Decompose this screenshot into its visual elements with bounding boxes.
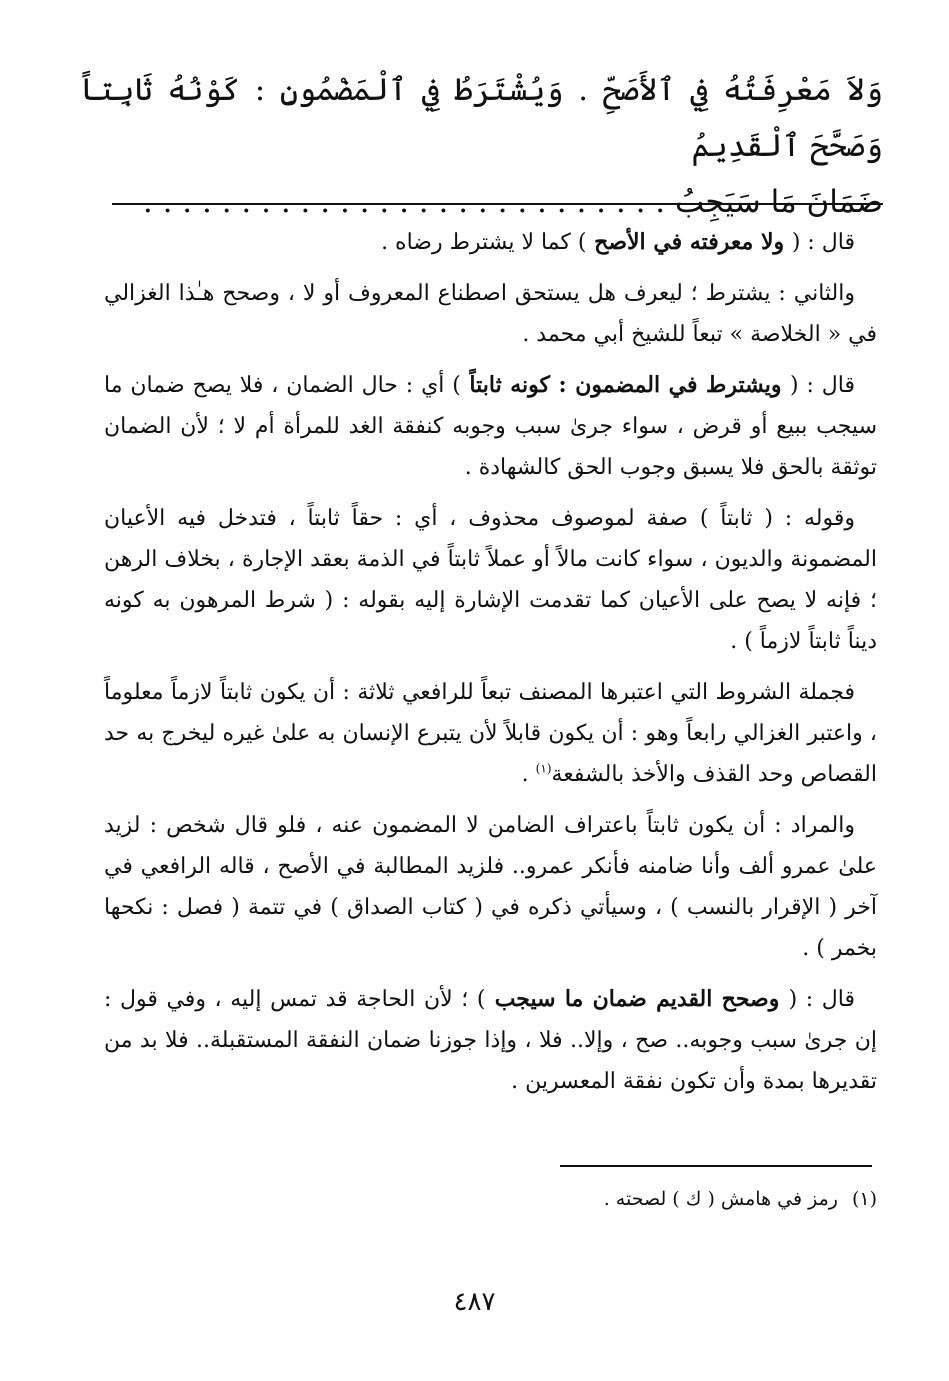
paragraph-text: فجملة الشروط التي اعتبرها المصنف تبعاً للرافعي ثلاثة : أن يكون ثابتاً لازماً معلوماً ، واعتبر الغزالي رابعاً وهو : أن يكون قابلاً لأن يتبرع الإنسان به علىٰ غيره ليخرج به حد القصاص وحد القذف والأخذ بالشفعة bbox=[104, 680, 877, 787]
quote-intro: قال : ( bbox=[791, 230, 855, 255]
footnote bbox=[300, 1184, 877, 1214]
matn-separator-rule bbox=[112, 203, 883, 205]
footnote-number: (١) bbox=[851, 1188, 877, 1210]
commentary-paragraph-6: والمراد : أن يكون ثابتاً باعتراف الضامن لا المضمون عنه ، فلو قال شخص : لزيد علىٰ عمرو ألف وأنا ضامنه فأنكر عمرو.. فلزيد المطالبة في الأصح ، قاله الرافعي في آخر ( الإقرار بالنسب ) ، وسيأتي ذكره في ( كتاب الصداق ) في تتمة ( فصل : نكحها بخمر ) . bbox=[104, 813, 877, 961]
quote-intro: قال : ( bbox=[790, 373, 855, 398]
footnote-separator-rule bbox=[560, 1165, 872, 1167]
commentary-paragraph-2: والثاني : يشترط ؛ ليعرف هل يستحق اصطناع المعروف أو لا ، وصحح هـٰذا الغزالي في « الخلاصة » تبعاً للشيخ أبي محمد . bbox=[104, 281, 877, 347]
matn-line-1: وَلاَ مَعْرِفَتُهُ فِي ٱلأَصَحِّ . وَيُشْتَرَطُ فِي ٱلْمَضْمُونِ : كَوْنُهُ ثَابِتاً وَصَحَّحَ ٱلْقَدِيمُ bbox=[80, 72, 883, 164]
quoted-matn: ويشترط في المضمون : كونه ثابتاً bbox=[460, 372, 791, 398]
quote-explanation: ) ؛ لأن الحاجة قد تمس إليه ، وفي قول : إن جرىٰ سبب وجوبه.. صح ، وإلا.. فلا ، وإذا جوزنا ضمان النفقة المستقبلة.. فلا بد من تقديرها بمدة وأن تكون نفقة المعسرين . bbox=[104, 987, 877, 1094]
quoted-matn: وصحح القديم ضمان ما سيجب bbox=[485, 986, 789, 1012]
commentary-paragraph-5 bbox=[104, 672, 877, 795]
matn-line-2: ضَمَانَ مَا سَيَجِبُ . . . . . . . . . . . . . . . . . . . . . . . . . . . bbox=[142, 184, 883, 220]
footnote-reference[interactable]: (١) bbox=[535, 761, 552, 776]
quote-explanation: ) أي : حال الضمان ، فلا يصح ضمان ما سيجب ببيع أو قرض ، سواء جرىٰ سبب وجوبه كنفقة الغد للمرأة أم لا ؛ لأن الضمان توثقة بالحق فلا يسبق وجوب الحق كالشهادة . bbox=[104, 373, 877, 480]
footnote-text: رمز في هامش ( ك ) لصحته . bbox=[603, 1188, 838, 1210]
quoted-matn: ولا معرفته في الأصح bbox=[586, 229, 792, 255]
commentary-text bbox=[104, 222, 877, 1112]
quote-explanation: ) كما لا يشترط رضاه . bbox=[381, 230, 587, 255]
paragraph-end: . bbox=[521, 762, 536, 787]
commentary-paragraph-7 bbox=[104, 979, 877, 1102]
commentary-paragraph-1 bbox=[104, 222, 877, 263]
commentary-paragraph-4: وقوله : ( ثابتاً ) صفة لموصوف محذوف ، أي : حقاً ثابتاً ، فتدخل فيه الأعيان المضمونة والديون ، سواء كانت مالاً أو عملاً ثابتاً في الذمة بعقد الإجارة ، بخلاف الرهن ؛ فإنه لا يصح على الأعيان كما تقدمت الإشارة إليه بقوله : ( شرط المرهون به كونه ديناً ثابتاً لازماً ) . bbox=[104, 506, 877, 654]
commentary-paragraph-3 bbox=[104, 365, 877, 488]
quote-intro: قال : ( bbox=[788, 987, 856, 1012]
page-number: ٤٨٧ bbox=[453, 1287, 496, 1317]
